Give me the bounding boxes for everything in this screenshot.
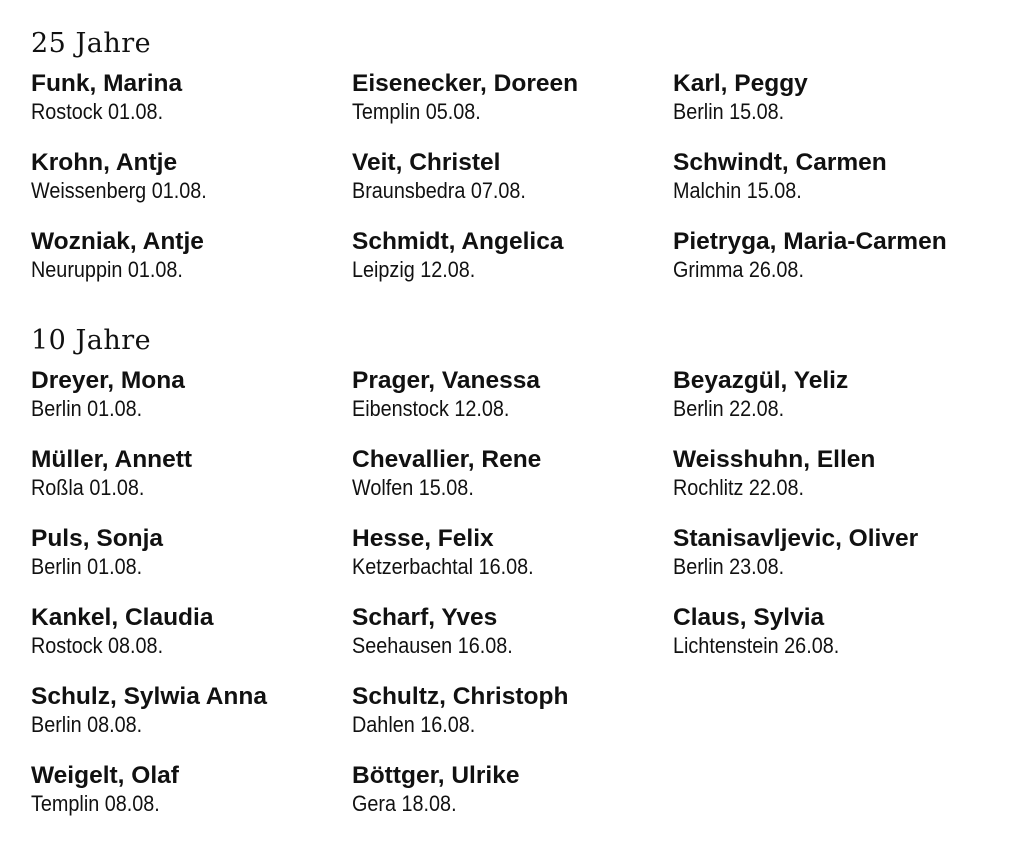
person-name: Kankel, Claudia (31, 604, 214, 631)
person-name: Wozniak, Antje (31, 228, 204, 255)
place-date: Lichtenstein 26.08. (673, 633, 840, 658)
list-item (352, 524, 667, 580)
list-item (31, 682, 346, 738)
person-name: Krohn, Antje (31, 149, 178, 176)
list-item (31, 69, 346, 125)
place-date: Berlin 08.08. (31, 712, 143, 737)
section-title: 25 Jahre (31, 28, 152, 59)
place-date: Rostock 08.08. (31, 633, 164, 658)
place-date: Templin 05.08. (352, 99, 481, 124)
person-name: Chevallier, Rene (352, 446, 542, 473)
list-item (673, 524, 988, 580)
place-date: Berlin 01.08. (31, 554, 143, 579)
list-item (31, 445, 346, 501)
list-item (352, 366, 667, 422)
person-name: Müller, Annett (31, 446, 193, 473)
place-date: Berlin 15.08. (673, 99, 785, 124)
person-name: Böttger, Ulrike (352, 762, 520, 789)
section-title: 10 Jahre (31, 325, 152, 356)
place-date: Leipzig 12.08. (352, 257, 476, 282)
place-date: Eibenstock 12.08. (352, 396, 510, 421)
person-name: Karl, Peggy (673, 70, 808, 97)
place-date: Neuruppin 01.08. (31, 257, 183, 282)
place-date: Seehausen 16.08. (352, 633, 513, 658)
place-date: Ketzerbachtal 16.08. (352, 554, 534, 579)
place-date: Rostock 01.08. (31, 99, 164, 124)
person-name: Weisshuhn, Ellen (673, 446, 876, 473)
person-name: Puls, Sonja (31, 525, 164, 552)
list-item (352, 445, 667, 501)
person-name: Beyazgül, Yeliz (673, 367, 849, 394)
person-name: Weigelt, Olaf (31, 762, 179, 789)
person-name: Stanisavljevic, Oliver (673, 525, 919, 552)
list-item (31, 366, 346, 422)
place-date: Wolfen 15.08. (352, 475, 474, 500)
place-date: Roßla 01.08. (31, 475, 145, 500)
list-item (673, 69, 988, 125)
place-date: Gera 18.08. (352, 791, 457, 816)
person-name: Schwindt, Carmen (673, 149, 887, 176)
list-item (352, 682, 667, 738)
list-item (31, 761, 346, 817)
person-name: Funk, Marina (31, 70, 183, 97)
place-date: Weissenberg 01.08. (31, 178, 207, 203)
place-date: Grimma 26.08. (673, 257, 804, 282)
list-item (352, 227, 667, 283)
person-name: Schultz, Christoph (352, 683, 569, 710)
place-date: Berlin 23.08. (673, 554, 785, 579)
person-name: Prager, Vanessa (352, 367, 540, 394)
person-name: Schmidt, Angelica (352, 228, 564, 255)
list-item (31, 148, 346, 204)
list-item (673, 227, 988, 283)
person-name: Claus, Sylvia (673, 604, 825, 631)
list-item (673, 603, 988, 659)
list-item (31, 524, 346, 580)
person-name: Dreyer, Mona (31, 367, 185, 394)
list-item (673, 445, 988, 501)
list-item (31, 227, 346, 283)
person-name: Hesse, Felix (352, 525, 494, 552)
place-date: Templin 08.08. (31, 791, 160, 816)
list-item (352, 603, 667, 659)
list-item (673, 148, 988, 204)
place-date: Berlin 22.08. (673, 396, 785, 421)
person-name: Veit, Christel (352, 149, 501, 176)
place-date: Braunsbedra 07.08. (352, 178, 526, 203)
person-name: Scharf, Yves (352, 604, 498, 631)
person-name: Eisenecker, Doreen (352, 70, 579, 97)
list-item (352, 69, 667, 125)
place-date: Dahlen 16.08. (352, 712, 476, 737)
list-item (352, 148, 667, 204)
person-name: Pietryga, Maria-Carmen (673, 228, 947, 255)
place-date: Berlin 01.08. (31, 396, 143, 421)
list-item (352, 761, 667, 817)
list-item (31, 603, 346, 659)
place-date: Rochlitz 22.08. (673, 475, 804, 500)
person-name: Schulz, Sylwia Anna (31, 683, 267, 710)
place-date: Malchin 15.08. (673, 178, 802, 203)
list-item (673, 366, 988, 422)
